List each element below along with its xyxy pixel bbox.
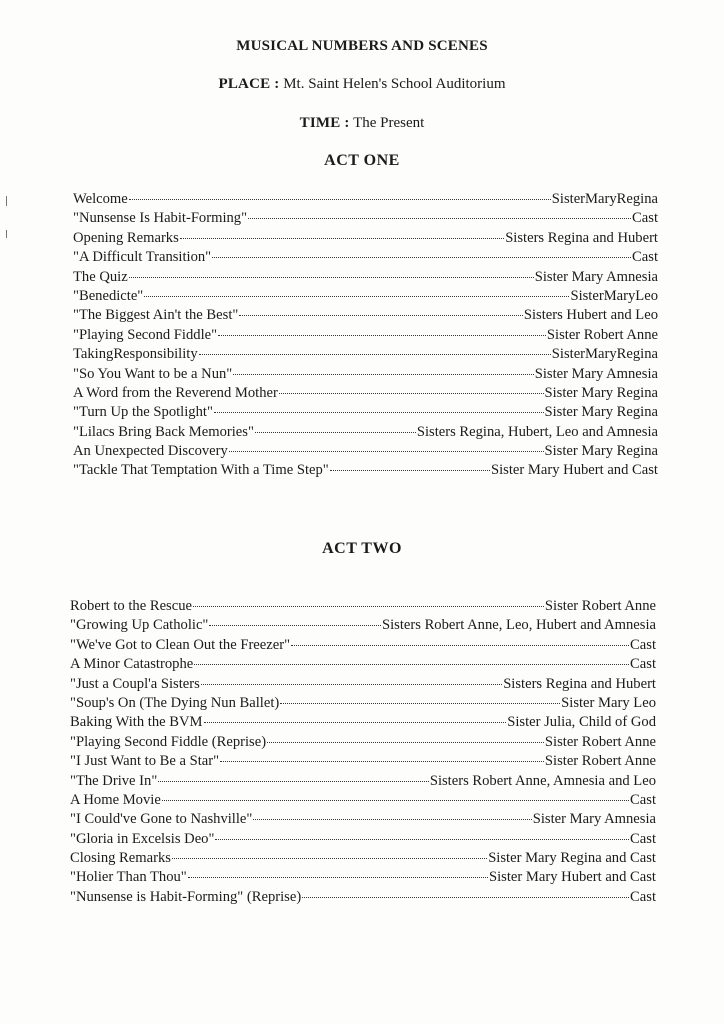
entry-performer: Cast bbox=[632, 249, 658, 266]
dot-leader bbox=[291, 645, 629, 646]
program-entry bbox=[73, 365, 658, 384]
entry-performer: Sisters Hubert and Leo bbox=[523, 307, 658, 324]
dot-leader bbox=[218, 335, 546, 336]
program-entry bbox=[73, 461, 658, 480]
entry-performer: Cast bbox=[630, 656, 656, 673]
entry-performer: Sister Mary Hubert and Cast bbox=[489, 869, 656, 886]
entry-title: "Lilacs Bring Back Memories" bbox=[73, 423, 254, 440]
dot-leader bbox=[280, 703, 560, 704]
dot-leader bbox=[199, 354, 551, 355]
time-line bbox=[0, 114, 724, 132]
dot-leader bbox=[129, 277, 534, 278]
program-entry bbox=[73, 345, 658, 364]
entry-title: "Holier Than Thou" bbox=[70, 869, 187, 886]
entry-title: "The Biggest Ain't the Best" bbox=[73, 307, 239, 324]
program-entry bbox=[70, 791, 656, 810]
entry-performer: SisterMaryRegina bbox=[551, 191, 658, 207]
entry-title: "Growing Up Catholic" bbox=[70, 617, 209, 634]
entry-title: The Quiz bbox=[73, 268, 128, 285]
time-value: The Present bbox=[353, 115, 425, 131]
dot-leader bbox=[180, 238, 504, 239]
entry-performer: SisterMaryRegina bbox=[551, 346, 658, 363]
program-entry bbox=[73, 268, 658, 287]
entry-title: "Benedicte" bbox=[73, 287, 144, 304]
dot-leader bbox=[212, 257, 631, 258]
program-entry bbox=[70, 830, 656, 849]
entry-performer: Sisters Regina and Hubert bbox=[503, 675, 656, 692]
entry-performer: SisterMaryLeo bbox=[570, 287, 658, 304]
entry-performer: Cast bbox=[630, 636, 656, 653]
entry-title: "So You Want to be a Nun" bbox=[73, 365, 233, 382]
program-entry bbox=[70, 810, 656, 829]
program-entry bbox=[73, 326, 658, 345]
program-entry bbox=[70, 752, 656, 771]
program-entry bbox=[70, 694, 656, 713]
dot-leader bbox=[233, 374, 534, 375]
entry-title: "Soup's On (The Dying Nun Ballet) bbox=[70, 694, 280, 711]
entry-performer: Cast bbox=[630, 888, 656, 905]
dot-leader bbox=[144, 296, 569, 297]
entry-title: "A Difficult Transition" bbox=[73, 249, 212, 266]
dot-leader bbox=[220, 761, 544, 762]
dot-leader bbox=[302, 897, 629, 898]
entry-title: "Tackle That Temptation With a Time Step" bbox=[73, 462, 329, 479]
entry-title: TakingResponsibility bbox=[73, 346, 198, 363]
entry-title: A Word from the Reverend Mother bbox=[73, 384, 278, 401]
entry-title: "The Drive In" bbox=[70, 772, 158, 789]
dot-leader bbox=[253, 819, 531, 820]
entry-title: An Unexpected Discovery bbox=[73, 443, 228, 460]
act-two-heading: ACT TWO bbox=[322, 540, 402, 557]
program-entry bbox=[70, 597, 656, 616]
dot-leader bbox=[188, 877, 488, 878]
entry-title: "Gloria in Excelsis Deo" bbox=[70, 830, 215, 847]
entry-performer: Sister Mary Amnesia bbox=[534, 365, 658, 382]
entry-performer: Sisters Robert Anne, Leo, Hubert and Amnesia bbox=[382, 617, 656, 634]
entry-performer: Sister Mary Regina and Cast bbox=[488, 850, 656, 867]
dot-leader bbox=[279, 393, 544, 394]
margin-mark bbox=[6, 230, 7, 238]
program-entry bbox=[73, 190, 658, 209]
place-value: Mt. Saint Helen's School Auditorium bbox=[283, 76, 506, 92]
entry-performer: Sister Mary Amnesia bbox=[534, 268, 658, 285]
entry-performer: Sister Robert Anne bbox=[544, 733, 656, 750]
entry-performer: Sister Mary Regina bbox=[544, 404, 658, 421]
program-entry bbox=[73, 442, 658, 461]
program-entry bbox=[73, 287, 658, 306]
entry-title: Robert to the Rescue bbox=[70, 598, 192, 614]
program-entry bbox=[73, 209, 658, 228]
program-entry bbox=[73, 229, 658, 248]
program-entry bbox=[70, 849, 656, 868]
entry-performer: Cast bbox=[630, 830, 656, 847]
entry-title: "Playing Second Fiddle (Reprise) bbox=[70, 733, 267, 750]
entry-title: "Just a Coupl'a Sisters bbox=[70, 675, 200, 692]
entry-performer: Cast bbox=[632, 210, 658, 227]
entry-title: Opening Remarks bbox=[73, 229, 179, 246]
page-title: MUSICAL NUMBERS AND SCENES bbox=[236, 38, 488, 54]
act-one-heading: ACT ONE bbox=[324, 152, 400, 169]
entry-performer: Sister Mary Regina bbox=[544, 384, 658, 401]
dot-leader bbox=[214, 412, 544, 413]
dot-leader bbox=[158, 781, 429, 782]
dot-leader bbox=[330, 470, 490, 471]
time-label: TIME : bbox=[299, 115, 350, 131]
entry-title: "Playing Second Fiddle" bbox=[73, 326, 218, 343]
program-entry bbox=[73, 423, 658, 442]
dot-leader bbox=[201, 684, 502, 685]
dot-leader bbox=[229, 451, 544, 452]
dot-leader bbox=[172, 858, 487, 859]
entry-title: "I Just Want to Be a Star" bbox=[70, 753, 220, 770]
entry-performer: Sisters Robert Anne, Amnesia and Leo bbox=[429, 772, 656, 789]
program-entry bbox=[73, 248, 658, 267]
program-entry bbox=[70, 636, 656, 655]
dot-leader bbox=[215, 839, 629, 840]
program-entry bbox=[70, 713, 656, 732]
place-label: PLACE : bbox=[218, 76, 280, 92]
dot-leader bbox=[248, 218, 631, 219]
margin-mark bbox=[6, 196, 7, 206]
entry-performer: Sister Robert Anne bbox=[544, 598, 656, 614]
dot-leader bbox=[204, 722, 507, 723]
act-two-list bbox=[70, 597, 656, 907]
entry-title: "Turn Up the Spotlight" bbox=[73, 404, 213, 421]
program-entry bbox=[70, 772, 656, 791]
dot-leader bbox=[129, 199, 551, 200]
entry-performer: Sister Mary Leo bbox=[561, 694, 656, 711]
entry-title: "Nunsense is Habit-Forming" (Reprise) bbox=[70, 888, 302, 905]
program-entry bbox=[70, 655, 656, 674]
entry-title: "I Could've Gone to Nashville" bbox=[70, 811, 253, 828]
entry-performer: Cast bbox=[630, 791, 656, 808]
program-entry bbox=[73, 403, 658, 422]
entry-performer: Sisters Regina and Hubert bbox=[505, 229, 658, 246]
entry-title: "Nunsense Is Habit-Forming" bbox=[73, 210, 248, 227]
dot-leader bbox=[193, 606, 544, 607]
entry-performer: Sisters Regina, Hubert, Leo and Amnesia bbox=[416, 423, 658, 440]
dot-leader bbox=[162, 800, 629, 801]
entry-performer: Sister Mary Amnesia bbox=[532, 811, 656, 828]
program-entry bbox=[73, 306, 658, 325]
entry-title: A Minor Catastrophe bbox=[70, 656, 194, 673]
program-entry bbox=[70, 616, 656, 635]
program-entry bbox=[70, 675, 656, 694]
dot-leader bbox=[267, 742, 544, 743]
entry-performer: Sister Mary Hubert and Cast bbox=[491, 462, 658, 479]
entry-performer: Sister Robert Anne bbox=[546, 326, 658, 343]
dot-leader bbox=[194, 664, 629, 665]
entry-performer: Sister Julia, Child of God bbox=[507, 714, 656, 731]
dot-leader bbox=[255, 432, 416, 433]
entry-title: Closing Remarks bbox=[70, 850, 171, 867]
program-entry bbox=[73, 384, 658, 403]
program-entry bbox=[70, 733, 656, 752]
dot-leader bbox=[209, 625, 381, 626]
entry-title: "We've Got to Clean Out the Freezer" bbox=[70, 636, 291, 653]
act-one-list bbox=[73, 190, 658, 481]
dot-leader bbox=[239, 315, 523, 316]
entry-performer: Sister Mary Regina bbox=[544, 443, 658, 460]
entry-title: Welcome bbox=[73, 191, 128, 207]
entry-title: Baking With the BVM bbox=[70, 714, 203, 731]
entry-performer: Sister Robert Anne bbox=[544, 753, 656, 770]
program-entry bbox=[70, 868, 656, 887]
program-entry bbox=[70, 888, 656, 907]
place-line bbox=[0, 75, 724, 93]
entry-title: A Home Movie bbox=[70, 791, 161, 808]
